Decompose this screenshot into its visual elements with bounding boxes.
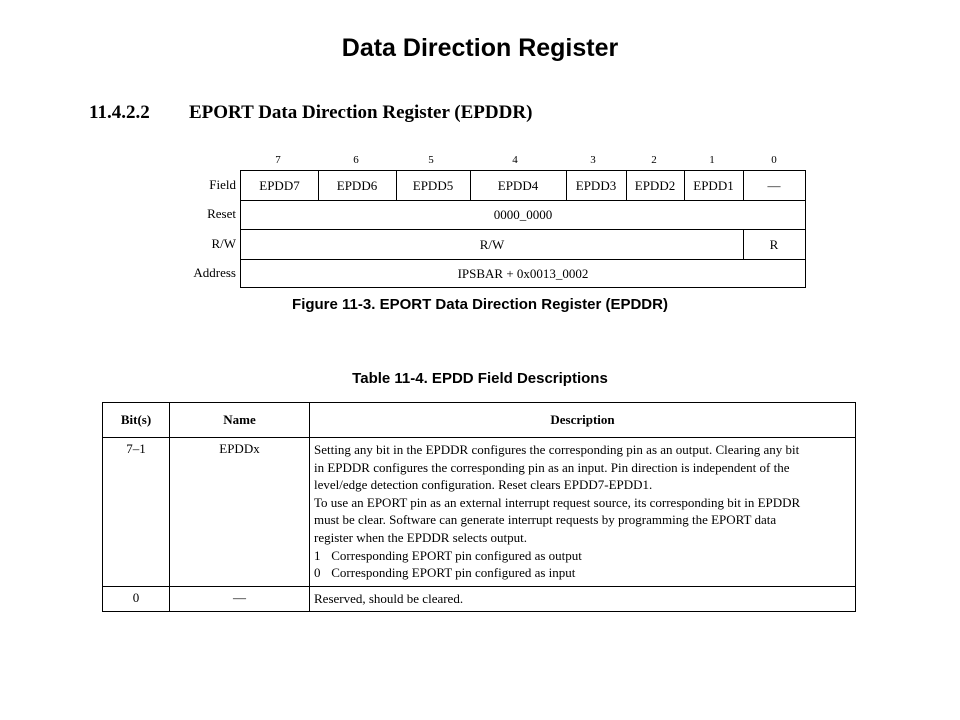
description-line: Setting any bit in the EPDDR configures the corresponding pin as an output. Clearing any bit — [314, 442, 800, 457]
description-line: register when the EPDDR selects output. — [314, 529, 528, 545]
field-cell: EPDD7 — [259, 178, 300, 193]
table-row — [103, 586, 856, 612]
row-bits: 0 — [103, 586, 170, 612]
field-cell: EPDD6 — [336, 178, 378, 193]
description-line: level/edge detection configuration. Reset clears EPDD7-EPDD1. — [314, 477, 653, 493]
bit-number: 7 — [275, 154, 281, 166]
row-name: EPDDx — [170, 438, 310, 587]
reset-value: 0000_0000 — [493, 207, 553, 222]
table-header-row — [103, 403, 856, 438]
bit-number-row — [240, 153, 807, 167]
row-label-address: Address — [193, 265, 236, 280]
bit-number: 3 — [590, 154, 596, 166]
enum-value: 1 — [314, 547, 321, 563]
bit-number: 5 — [428, 154, 434, 166]
section-number: 11.4.2.2 — [89, 102, 150, 123]
field-cell: EPDD4 — [497, 178, 539, 193]
field-cell: EPDD3 — [575, 178, 617, 193]
bit-number: 0 — [771, 154, 777, 166]
address-value: IPSBAR + 0x0013_0002 — [457, 266, 589, 281]
enum-value: 0 — [314, 565, 321, 581]
enum-line — [314, 547, 851, 565]
row-label-reset: Reset — [207, 206, 236, 221]
slide-title: Data Direction Register — [341, 34, 619, 62]
field-cell: EPDD2 — [634, 178, 676, 193]
field-cell: — — [767, 178, 781, 193]
bit-number: 2 — [651, 154, 657, 166]
table-row — [103, 438, 856, 587]
enum-text: Corresponding EPORT pin configured as output — [331, 547, 582, 563]
description-line: in EPDDR configures the corresponding pin as an input. Pin direction is independent of the — [314, 459, 790, 475]
row-label-field: Field — [209, 177, 236, 192]
field-descriptions-table — [102, 402, 856, 612]
section-title: EPORT Data Direction Register (EPDDR) — [189, 102, 533, 123]
description-line: Reserved, should be cleared. — [314, 590, 464, 606]
row-description — [310, 438, 856, 587]
bit-number: 4 — [512, 154, 518, 166]
field-cell: EPDD5 — [412, 178, 454, 193]
bit-number: 1 — [709, 154, 715, 166]
row-description — [310, 586, 856, 612]
register-box — [240, 170, 806, 288]
header-description: Description — [310, 403, 856, 438]
figure-caption-text: Figure 11-3. EPORT Data Direction Register (EPDDR) — [292, 296, 668, 313]
rw-value: R/W — [479, 237, 505, 252]
enum-text: Corresponding EPORT pin configured as input — [331, 565, 576, 581]
section-heading — [89, 101, 532, 125]
row-bits: 7–1 — [103, 438, 170, 587]
rw-bit0-value: R — [769, 237, 779, 252]
header-bits: Bit(s) — [103, 403, 170, 438]
table-caption: Table 11-4. EPDD Field Descriptions — [352, 370, 608, 387]
bit-number: 6 — [353, 154, 359, 166]
field-cell: EPDD1 — [693, 178, 734, 193]
row-label-rw: R/W — [211, 236, 236, 251]
description-line: must be clear. Software can generate interrupt requests by programming the EPORT data — [314, 512, 777, 528]
enum-line — [314, 564, 851, 582]
description-line: To use an EPORT pin as an external interrupt request source, its corresponding bit in EPDDR — [314, 494, 801, 510]
row-name: — — [170, 586, 310, 612]
header-name: Name — [170, 403, 310, 438]
figure-caption — [0, 296, 960, 313]
